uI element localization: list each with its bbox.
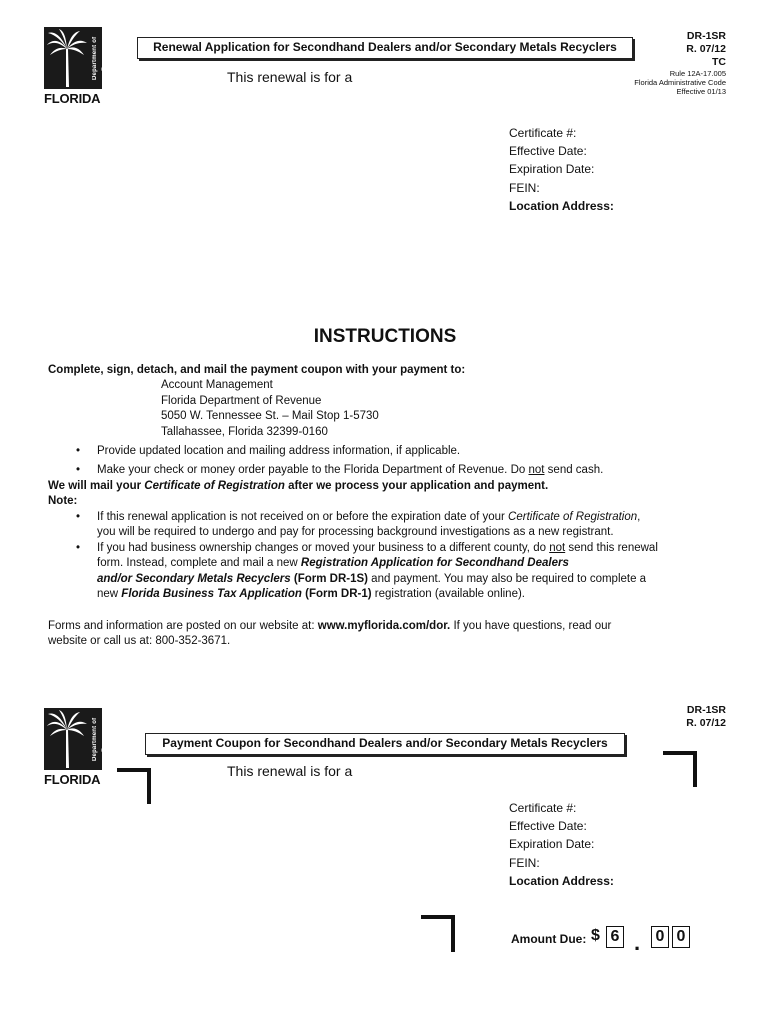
we-mail-cert: Certificate of Registration <box>144 480 285 492</box>
note2-line2 <box>97 557 569 569</box>
note2-l4-form-id: (Form DR-1) <box>301 588 372 600</box>
instructions-heading: INSTRUCTIONS <box>313 326 457 347</box>
rule-code: Florida Administrative Code <box>634 78 726 87</box>
coupon-effective-date-label: Effective Date: <box>509 819 587 834</box>
note2-post: send this renewal <box>565 542 658 554</box>
bullet-dot: • <box>76 445 81 457</box>
coupon-location-address-label: Location Address: <box>509 873 614 888</box>
corner-mark-bottom <box>421 915 455 952</box>
logo-wordmark: FLORIDA <box>44 772 101 787</box>
note2-l3-post: and payment. You may also be required to complete a <box>367 573 647 585</box>
location-address-label: Location Address: <box>509 198 614 213</box>
website-line1 <box>48 620 611 632</box>
form-title: Renewal Application for Secondhand Dealers and/or Secondary Metals Recyclers <box>137 37 633 59</box>
amount-cents-digit-1[interactable]: 0 <box>651 926 669 948</box>
rule-number: Rule 12A-17.005 <box>669 69 726 78</box>
decimal-point: . <box>634 930 641 955</box>
note2-l4-post: registration (available online). <box>371 588 525 600</box>
coupon-fein-label: FEIN: <box>509 855 540 870</box>
renewal-text: This renewal is for a <box>227 69 353 85</box>
corner-mark-top-right <box>663 751 697 787</box>
currency-symbol: $ <box>591 927 600 944</box>
effective-date-label: Effective Date: <box>509 144 587 159</box>
form-number: DR-1SR <box>686 30 726 42</box>
coupon-form-code <box>686 704 726 730</box>
amount-cents-digit-2[interactable]: 0 <box>672 926 690 948</box>
bullet-dot: • <box>76 542 81 554</box>
note1-line1 <box>97 511 640 523</box>
note2-pre: If you had business ownership changes or moved your business to a different county, do <box>97 542 550 554</box>
address-line-1: Account Management <box>161 379 273 391</box>
coupon-certificate-label: Certificate #: <box>509 801 577 815</box>
bullet-dot: • <box>76 511 81 523</box>
logo-dept-text: Department of Revenue <box>92 36 108 80</box>
address-line-2: Florida Department of Revenue <box>161 395 322 407</box>
palm-tree-icon <box>44 27 108 89</box>
bullet-payment-not: not <box>528 464 545 476</box>
coupon-form-number: DR-1SR <box>686 704 726 716</box>
coupon-renewal-text: This renewal is for a <box>227 763 353 779</box>
website-url[interactable]: www.myflorida.com/dor. <box>317 620 451 632</box>
corner-mark-top-left <box>117 768 151 804</box>
note-label: Note: <box>48 495 78 507</box>
fein-label: FEIN: <box>509 180 540 195</box>
we-mail-post: after we process your application and payment. <box>284 480 549 492</box>
website-line2: website or call us at: 800-352-3671. <box>48 635 231 647</box>
rule-reference <box>634 69 726 96</box>
coupon-certificate-info <box>509 799 614 890</box>
note1-line2: you will be required to undergo and pay for processing background investigations as a new registrant. <box>97 526 614 538</box>
note2-l3-form-id: (Form DR-1S) <box>290 573 368 585</box>
coupon-title: Payment Coupon for Secondhand Dealers and/or Secondary Metals Recyclers <box>145 733 625 755</box>
logo-wordmark: FLORIDA <box>44 91 101 106</box>
certificate-label: Certificate #: <box>509 126 577 140</box>
certificate-info <box>509 124 614 215</box>
amount-dollars-digit[interactable]: 6 <box>606 926 624 948</box>
coupon-expiration-date-label: Expiration Date: <box>509 837 595 852</box>
note2-l4-pre: new <box>97 588 122 600</box>
form-code <box>686 30 726 69</box>
expiration-date-label: Expiration Date: <box>509 162 595 177</box>
amount-due-label: Amount Due: <box>511 932 587 946</box>
bullet-payment-end: send cash. <box>544 464 604 476</box>
note2-l3-form-name: and/or Secondary Metals Recyclers <box>97 573 291 585</box>
website-post: If you have questions, read our <box>450 620 612 632</box>
note1-cert: Certificate of Registration <box>508 511 638 523</box>
form-revision: R. 07/12 <box>686 43 726 55</box>
logo-dept-text: Department of Revenue <box>92 717 108 761</box>
bullet-payment <box>97 464 603 476</box>
note2-line1 <box>97 542 658 554</box>
address-line-4: Tallahassee, Florida 32399-0160 <box>161 426 328 438</box>
bullet-address-update: Provide updated location and mailing address information, if applicable. <box>97 445 461 457</box>
we-mail-text <box>48 480 548 492</box>
note1-pre: If this renewal application is not received on or before the expiration date of your <box>97 511 509 523</box>
bullet-dot: • <box>76 464 81 476</box>
note2-l2-form-name: Registration Application for Secondhand Dealers <box>300 557 569 569</box>
bullet-payment-text: Make your check or money order payable to the Florida Department of Revenue. Do <box>97 464 529 476</box>
form-lang: TC <box>712 56 726 68</box>
address-line-3: 5050 W. Tennessee St. – Mail Stop 1-5730 <box>161 410 379 422</box>
note2-l2-pre: form. Instead, complete and mail a new <box>97 557 301 569</box>
palm-tree-icon <box>44 708 108 770</box>
we-mail-pre: We will mail your <box>48 480 145 492</box>
note1-comma: , <box>637 511 641 523</box>
note2-l4-form-name: Florida Business Tax Application <box>121 588 302 600</box>
rule-effective: Effective 01/13 <box>676 87 726 96</box>
coupon-form-revision: R. 07/12 <box>686 717 726 729</box>
note2-not: not <box>549 542 566 554</box>
note2-line4 <box>97 588 525 600</box>
mail-intro: Complete, sign, detach, and mail the payment coupon with your payment to: <box>48 364 466 376</box>
website-pre: Forms and information are posted on our website at: <box>48 620 318 632</box>
note2-line3 <box>97 573 646 585</box>
